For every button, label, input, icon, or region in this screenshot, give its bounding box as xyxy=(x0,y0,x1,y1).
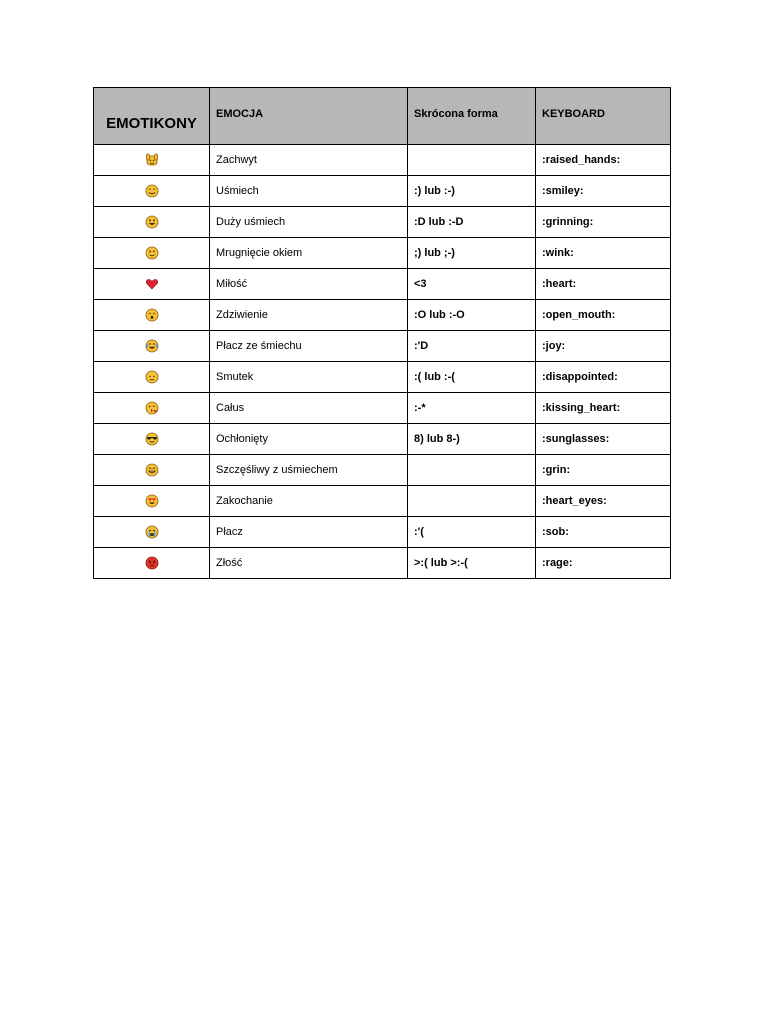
sunglasses-icon xyxy=(145,432,159,446)
short-form-cell: :'D xyxy=(408,331,536,362)
keyboard-cell: :joy: xyxy=(536,331,671,362)
table-row xyxy=(94,176,671,207)
emotion-cell: Szczęśliwy z uśmiechem xyxy=(210,455,408,486)
rage-icon xyxy=(145,556,159,570)
emotion-cell: Zdziwienie xyxy=(210,300,408,331)
keyboard-cell: :grin: xyxy=(536,455,671,486)
keyboard-cell: :sob: xyxy=(536,517,671,548)
short-form-cell xyxy=(408,145,536,176)
grin-icon xyxy=(145,463,159,477)
short-form-cell xyxy=(408,455,536,486)
emotion-cell: Płacz xyxy=(210,517,408,548)
table-row xyxy=(94,362,671,393)
emotion-cell: Duży uśmiech xyxy=(210,207,408,238)
short-form-cell: 8) lub 8-) xyxy=(408,424,536,455)
raised-hands-icon xyxy=(145,153,159,167)
kissing-heart-icon xyxy=(145,401,159,415)
emotion-cell: Smutek xyxy=(210,362,408,393)
short-form-cell: ;) lub ;-) xyxy=(408,238,536,269)
table-row xyxy=(94,269,671,300)
emotion-cell: Mrugnięcie okiem xyxy=(210,238,408,269)
header-keyboard: KEYBOARD xyxy=(536,88,671,145)
open-mouth-icon xyxy=(145,308,159,322)
short-form-cell: :D lub :-D xyxy=(408,207,536,238)
table-row xyxy=(94,455,671,486)
keyboard-cell: :wink: xyxy=(536,238,671,269)
short-form-cell: >:( lub >:-( xyxy=(408,548,536,579)
table-row xyxy=(94,517,671,548)
disappointed-icon xyxy=(145,370,159,384)
table-row xyxy=(94,548,671,579)
header-emoticons: EMOTIKONY xyxy=(94,88,210,145)
header-short-form: Skrócona forma xyxy=(408,88,536,145)
joy-icon xyxy=(145,339,159,353)
emotion-cell: Uśmiech xyxy=(210,176,408,207)
keyboard-cell: :open_mouth: xyxy=(536,300,671,331)
short-form-cell: :) lub :-) xyxy=(408,176,536,207)
sob-icon xyxy=(145,525,159,539)
header-emotion: EMOCJA xyxy=(210,88,408,145)
keyboard-cell: :raised_hands: xyxy=(536,145,671,176)
wink-icon xyxy=(145,246,159,260)
heart-icon xyxy=(145,277,159,291)
emotion-cell: Miłość xyxy=(210,269,408,300)
emoticon-table xyxy=(93,87,671,579)
short-form-cell: <3 xyxy=(408,269,536,300)
emotion-cell: Płacz ze śmiechu xyxy=(210,331,408,362)
keyboard-cell: :sunglasses: xyxy=(536,424,671,455)
short-form-cell xyxy=(408,486,536,517)
keyboard-cell: :heart: xyxy=(536,269,671,300)
keyboard-cell: :disappointed: xyxy=(536,362,671,393)
short-form-cell: :( lub :-( xyxy=(408,362,536,393)
table-row xyxy=(94,300,671,331)
emotion-cell: Złość xyxy=(210,548,408,579)
keyboard-cell: :smiley: xyxy=(536,176,671,207)
table-row xyxy=(94,207,671,238)
keyboard-cell: :kissing_heart: xyxy=(536,393,671,424)
table-row xyxy=(94,486,671,517)
table-header-row xyxy=(94,88,671,145)
grinning-icon xyxy=(145,215,159,229)
table-row xyxy=(94,393,671,424)
smiley-icon xyxy=(145,184,159,198)
emotion-cell: Całus xyxy=(210,393,408,424)
table-body xyxy=(94,145,671,579)
emotion-cell: Zachwyt xyxy=(210,145,408,176)
keyboard-cell: :grinning: xyxy=(536,207,671,238)
heart-eyes-icon xyxy=(145,494,159,508)
table-row xyxy=(94,145,671,176)
table-row xyxy=(94,238,671,269)
keyboard-cell: :rage: xyxy=(536,548,671,579)
emotion-cell: Zakochanie xyxy=(210,486,408,517)
short-form-cell: :O lub :-O xyxy=(408,300,536,331)
table-row xyxy=(94,424,671,455)
short-form-cell: :'( xyxy=(408,517,536,548)
table-row xyxy=(94,331,671,362)
keyboard-cell: :heart_eyes: xyxy=(536,486,671,517)
short-form-cell: :-* xyxy=(408,393,536,424)
emotion-cell: Ochłonięty xyxy=(210,424,408,455)
